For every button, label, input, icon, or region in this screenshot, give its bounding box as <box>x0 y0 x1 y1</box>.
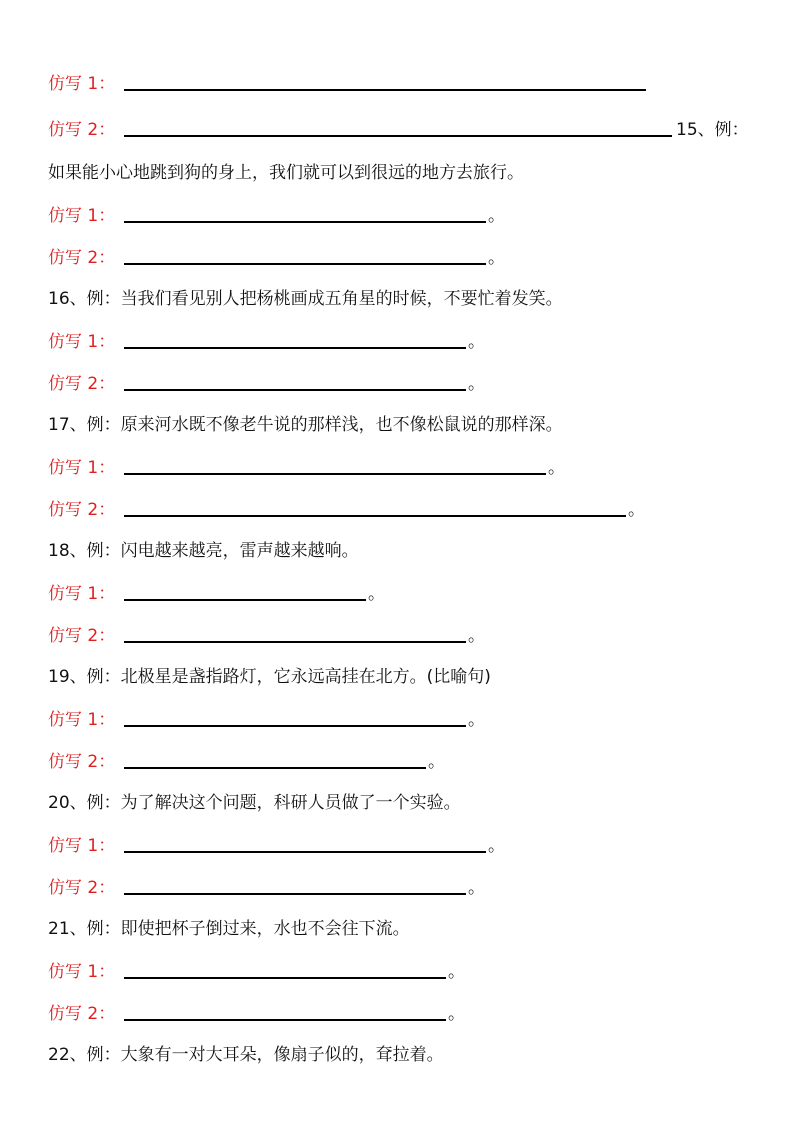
q21-answer-2 <box>48 984 465 1024</box>
q15-answer-2 <box>48 228 505 268</box>
answer-label-1: 仿写 1： <box>48 74 116 94</box>
q21-example <box>48 899 410 939</box>
answer-line[interactable] <box>124 767 426 769</box>
period-mark: 。 <box>368 584 385 604</box>
q15-example <box>48 143 524 183</box>
q22-example <box>48 1025 444 1065</box>
q15-number: 15、例： <box>676 120 749 140</box>
q19-answer-2 <box>48 732 445 772</box>
q20-answer-1 <box>48 816 505 856</box>
q18-answer-1 <box>48 564 385 604</box>
answer-line[interactable] <box>124 641 466 643</box>
period-mark: 。 <box>468 374 485 394</box>
answer-label-2: 仿写 2： <box>48 374 116 394</box>
answer-line[interactable] <box>124 473 546 475</box>
period-mark: 。 <box>628 500 645 520</box>
answer-line[interactable] <box>124 135 672 137</box>
answer-line[interactable] <box>124 977 446 979</box>
answer-label-2: 仿写 2： <box>48 500 116 520</box>
period-mark: 。 <box>488 248 505 268</box>
example-sentence: 17、例：原来河水既不像老牛说的那样浅，也不像松鼠说的那样深。 <box>48 415 563 435</box>
q16-example <box>48 269 563 309</box>
example-sentence: 20、例：为了解决这个问题，科研人员做了一个实验。 <box>48 793 461 813</box>
answer-line[interactable] <box>124 515 626 517</box>
answer-label-2: 仿写 2： <box>48 752 116 772</box>
q19-example <box>48 647 491 687</box>
period-mark: 。 <box>548 458 565 478</box>
answer-label-1: 仿写 1： <box>48 206 116 226</box>
answer-label-1: 仿写 1： <box>48 962 116 982</box>
example-sentence: 16、例：当我们看见别人把杨桃画成五角星的时候，不要忙着发笑。 <box>48 289 563 309</box>
answer-line[interactable] <box>124 725 466 727</box>
q21-answer-1 <box>48 942 465 982</box>
answer-label-1: 仿写 1： <box>48 710 116 730</box>
answer-label-2: 仿写 2： <box>48 626 116 646</box>
period-mark: 。 <box>468 626 485 646</box>
example-sentence: 19、例：北极星是盏指路灯，它永远高挂在北方。(比喻句) <box>48 667 491 687</box>
answer-label-2: 仿写 2： <box>48 120 116 140</box>
example-sentence: 21、例：即使把杯子倒过来，水也不会往下流。 <box>48 919 410 939</box>
answer-label-1: 仿写 1： <box>48 458 116 478</box>
q16-answer-2 <box>48 354 485 394</box>
answer-line[interactable] <box>124 221 486 223</box>
period-mark: 。 <box>428 752 445 772</box>
answer-label-1: 仿写 1： <box>48 584 116 604</box>
answer-label-2: 仿写 2： <box>48 878 116 898</box>
period-mark: 。 <box>448 962 465 982</box>
q16-answer-1 <box>48 312 485 352</box>
answer-label-2: 仿写 2： <box>48 248 116 268</box>
q14-answer-1 <box>48 54 646 94</box>
answer-label-1: 仿写 1： <box>48 836 116 856</box>
answer-line[interactable] <box>124 263 486 265</box>
period-mark: 。 <box>488 206 505 226</box>
q20-example <box>48 773 461 813</box>
answer-line[interactable] <box>124 1019 446 1021</box>
example-sentence: 18、例：闪电越来越亮，雷声越来越响。 <box>48 541 359 561</box>
answer-line[interactable] <box>124 599 366 601</box>
q17-answer-2 <box>48 480 645 520</box>
q18-answer-2 <box>48 606 485 646</box>
q17-example <box>48 395 563 435</box>
q17-answer-1 <box>48 438 565 478</box>
period-mark: 。 <box>468 332 485 352</box>
q19-answer-1 <box>48 690 485 730</box>
q20-answer-2 <box>48 858 485 898</box>
example-sentence: 如果能小心地跳到狗的身上，我们就可以到很远的地方去旅行。 <box>48 163 524 183</box>
q15-answer-1 <box>48 186 505 226</box>
period-mark: 。 <box>468 710 485 730</box>
period-mark: 。 <box>488 836 505 856</box>
period-mark: 。 <box>468 878 485 898</box>
answer-label-2: 仿写 2： <box>48 1004 116 1024</box>
q18-example <box>48 521 359 561</box>
answer-line[interactable] <box>124 389 466 391</box>
answer-line[interactable] <box>124 851 486 853</box>
q14-answer-2 <box>48 100 749 140</box>
answer-label-1: 仿写 1： <box>48 332 116 352</box>
answer-line[interactable] <box>124 347 466 349</box>
answer-line[interactable] <box>124 89 646 91</box>
answer-line[interactable] <box>124 893 466 895</box>
period-mark: 。 <box>448 1004 465 1024</box>
example-sentence: 22、例：大象有一对大耳朵，像扇子似的，耷拉着。 <box>48 1045 444 1065</box>
